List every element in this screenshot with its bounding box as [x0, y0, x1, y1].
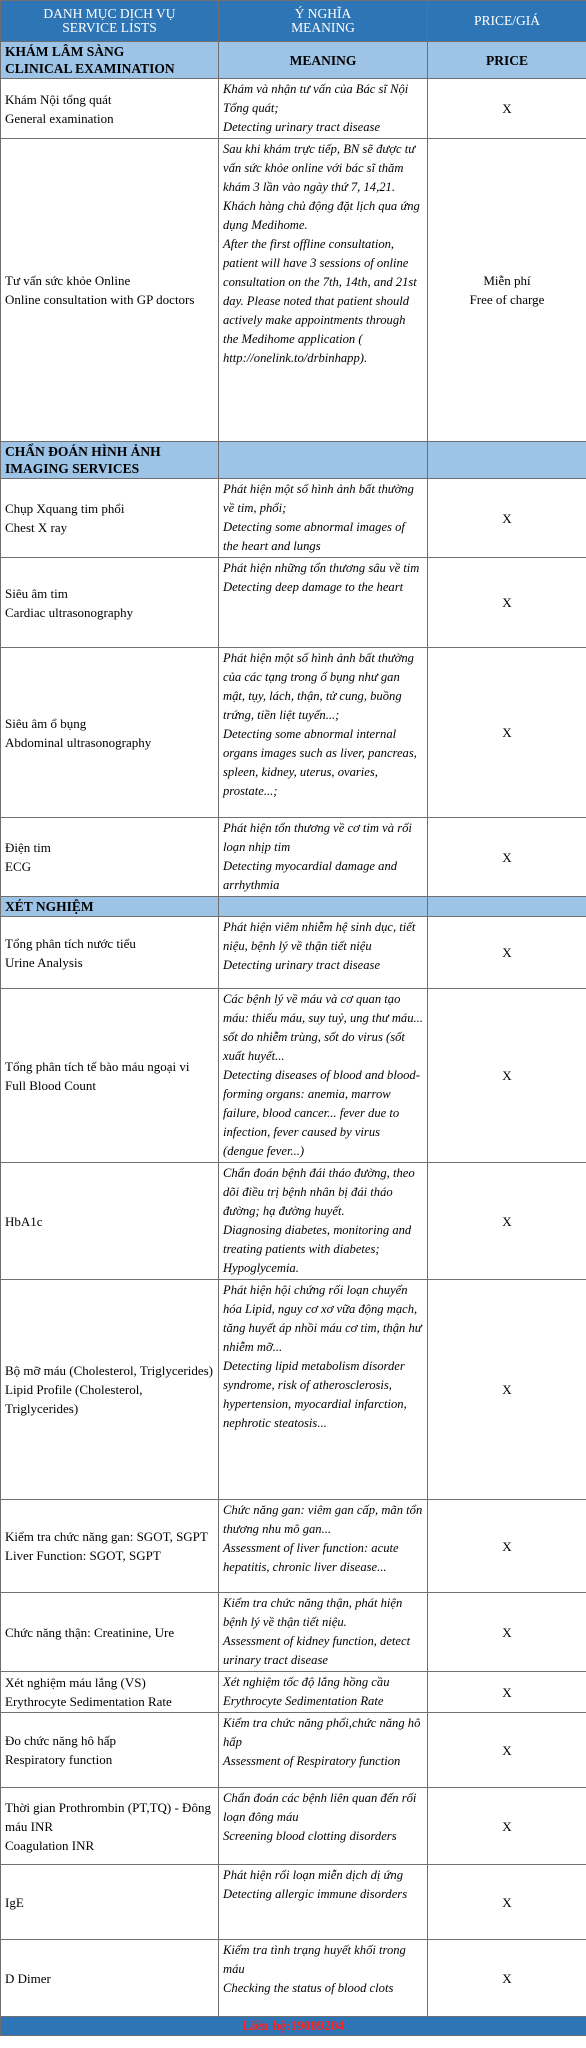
header-service-list-vi: DANH MỤC DỊCH VỤ — [43, 6, 176, 21]
service-price — [428, 648, 586, 818]
service-name-line: Abdominal ultrasonography — [5, 734, 152, 750]
service-meaning-line: Detecting diseases of blood and blood-forming organs: anemia, marrow failure, blood cancer... fever due to infection, fever caused by virus (dengue fever...) — [223, 1068, 420, 1158]
service-name-line: Bộ mỡ máu (Cholesterol, Triglycerides) — [5, 1363, 213, 1378]
service-name — [1, 1280, 219, 1500]
service-meaning — [219, 1163, 428, 1280]
service-price — [428, 1500, 586, 1593]
section-meaning-label — [219, 442, 428, 479]
service-row — [1, 1940, 586, 2017]
service-name-line: HbA1c — [5, 1213, 43, 1229]
service-meaning — [219, 558, 428, 648]
service-meaning-line: Assessment of Respiratory function — [223, 1754, 401, 1768]
service-name-line: Thời gian Prothrombin (PT,TQ) - Đông máu INR — [5, 1799, 211, 1834]
service-price-line: X — [502, 725, 512, 740]
service-name-line: Chụp Xquang tim phổi — [5, 501, 125, 516]
service-row — [1, 1500, 586, 1593]
service-price-line: X — [502, 1894, 512, 1910]
service-price-line: X — [502, 1624, 512, 1640]
service-price-line: X — [502, 1382, 512, 1397]
service-price-line: X — [502, 1538, 512, 1554]
service-meaning — [219, 479, 428, 558]
service-price-line: X — [502, 945, 512, 960]
service-meaning-line: Kiểm tra tình trạng huyết khối trong máu — [223, 1943, 406, 1976]
table-header-row — [1, 1, 586, 42]
service-row — [1, 79, 586, 139]
service-row — [1, 1713, 586, 1788]
section-title — [1, 897, 219, 917]
service-price — [428, 558, 586, 648]
service-name-line: Full Blood Count — [5, 1077, 97, 1093]
service-name-line: Erythrocyte Sedimentation Rate — [5, 1694, 172, 1709]
service-row — [1, 989, 586, 1163]
service-price — [428, 1163, 586, 1280]
service-name — [1, 818, 219, 897]
service-row — [1, 1280, 586, 1500]
service-name-line: Tư vấn sức khỏe Online — [5, 273, 131, 288]
service-meaning-line: Kiểm tra chức năng phổi,chức năng hô hấp — [223, 1716, 421, 1749]
service-meaning-line: Checking the status of blood clots — [223, 1981, 394, 1995]
service-row — [1, 1865, 586, 1940]
service-name-line: Online consultation with GP doctors — [5, 292, 195, 307]
header-meaning — [219, 1, 428, 42]
service-name-line: Đo chức năng hô hấp — [5, 1733, 117, 1748]
service-name-line: Lipid Profile (Cholesterol, Triglycerides) — [5, 1382, 143, 1416]
section-meaning-label: MEANING — [219, 42, 428, 79]
service-meaning — [219, 1788, 428, 1865]
table-body — [1, 42, 586, 2017]
service-meaning — [219, 79, 428, 139]
service-meaning — [219, 989, 428, 1163]
service-meaning-line: Detecting some abnormal images of the heart and lungs — [223, 520, 405, 553]
service-meaning-line: Phát hiện những tổn thương sâu về tim — [223, 561, 420, 575]
service-price-line: X — [502, 1213, 512, 1229]
service-meaning-line: Detecting myocardial damage and arrhythmia — [223, 859, 398, 892]
service-name-line: General examination — [5, 110, 114, 126]
service-price — [428, 139, 586, 442]
service-name-line: Siêu âm tim — [5, 585, 68, 601]
service-meaning — [219, 818, 428, 897]
service-meaning-line: Chẩn đoán bệnh đái tháo đường, theo dõi điều trị bệnh nhân bị đái tháo đường; hạ đường huyết. — [223, 1166, 415, 1218]
section-price-label — [428, 897, 586, 917]
service-name-line: Urine Analysis — [5, 954, 83, 970]
service-name-line: IgE — [5, 1894, 24, 1910]
header-price — [428, 1, 586, 42]
service-name-line: Liver Function: SGOT, SGPT — [5, 1548, 161, 1563]
service-meaning-line: Screening blood clotting disorders — [223, 1829, 397, 1843]
service-price-line: X — [502, 1068, 512, 1083]
header-price-label: PRICE/GIÁ — [473, 13, 540, 28]
service-name — [1, 1163, 219, 1280]
section-title-line: KHÁM LÂM SÀNG — [5, 44, 125, 59]
service-meaning — [219, 648, 428, 818]
service-price-line: X — [502, 1818, 512, 1834]
service-row — [1, 558, 586, 648]
service-name — [1, 1593, 219, 1672]
service-row — [1, 917, 586, 989]
service-name — [1, 1713, 219, 1788]
service-meaning — [219, 1713, 428, 1788]
section-title-line: CHẨN ĐOÁN HÌNH ẢNH — [5, 444, 161, 459]
service-price — [428, 479, 586, 558]
service-price — [428, 818, 586, 897]
service-meaning-line: Detecting some abnormal internal organs images such as liver, pancreas, spleen, kidney, uterus, ovaries, prostate...; — [223, 727, 417, 798]
service-name-line: Tổng phân tích tế bào máu ngoại vi — [5, 1058, 190, 1074]
service-price-line: X — [502, 1742, 512, 1758]
service-meaning-line: Detecting urinary tract disease — [223, 120, 381, 134]
service-meaning-line: Diagnosing diabetes, monitoring and treating patients with diabetes; Hypoglycemia. — [223, 1223, 412, 1275]
service-meaning — [219, 139, 428, 442]
service-name-line: Tổng phân tích nước tiểu — [5, 935, 136, 951]
service-meaning-line: Phát hiện một số hình ảnh bất thường của các tạng trong ổ bụng như gan mật, tụy, lách, thận, tử cung, buồng trứng, tiền liệt tuyến...; — [223, 651, 414, 722]
service-price — [428, 917, 586, 989]
service-name-line: Coagulation INR — [5, 1837, 95, 1853]
service-name-line: Xét nghiệm máu lắng (VS) — [5, 1675, 146, 1690]
service-name-line: ECG — [5, 859, 31, 874]
service-meaning — [219, 1593, 428, 1672]
service-name-line: Điện tim — [5, 840, 51, 855]
service-meaning-line: Phát hiện một số hình ảnh bất thường về tim, phổi; — [223, 482, 414, 515]
service-price — [428, 1713, 586, 1788]
contact-hotline[interactable]: Liên hệ:19009204 — [1, 2017, 586, 2036]
service-meaning-line: Khám và nhận tư vấn của Bác sĩ Nội Tổng quát; — [223, 82, 409, 115]
section-title-line: CLINICAL EXAMINATION — [5, 61, 175, 76]
service-price — [428, 1788, 586, 1865]
service-meaning-line: Sau khi khám trực tiếp, BN sẽ được tư vấn sức khỏe online với bác sĩ thăm khám 3 lần vào ngày thứ 7, 14,21. Khách hàng chủ động đặt lịch qua ứng dụng Medihome. — [223, 142, 420, 232]
service-name-line: Chest X ray — [5, 520, 68, 535]
header-meaning-en: MEANING — [291, 20, 355, 35]
service-row — [1, 1672, 586, 1713]
service-price-line: X — [502, 101, 512, 116]
service-meaning — [219, 1280, 428, 1500]
service-meaning-line: Xét nghiệm tốc độ lắng hồng cầu — [223, 1675, 390, 1689]
service-name — [1, 558, 219, 648]
service-price-line: X — [502, 595, 512, 610]
service-name — [1, 917, 219, 989]
service-row — [1, 818, 586, 897]
service-meaning — [219, 1940, 428, 2017]
service-name — [1, 1865, 219, 1940]
service-price — [428, 1593, 586, 1672]
service-price — [428, 989, 586, 1163]
service-price-line: Free of charge — [469, 292, 545, 307]
service-price-line: Miễn phí — [483, 273, 531, 288]
service-meaning-line: Phát hiện tổn thương về cơ tim và rối loạn nhịp tim — [223, 821, 412, 854]
header-meaning-vi: Ý NGHĨA — [294, 6, 352, 21]
service-price — [428, 1940, 586, 2017]
section-title — [1, 42, 219, 79]
service-meaning-line: Kiểm tra chức năng thận, phát hiện bệnh lý về thận tiết niệu. — [223, 1596, 403, 1629]
service-meaning-line: After the first offline consultation, patient will have 3 sessions of online consultation on the 7th, 14th, and 21st day. Please noted that patient should actively make appointments through the Medihome application ( http://onelink.to/drbinhapp). — [223, 237, 417, 365]
service-price-line: X — [502, 1684, 512, 1700]
section-row — [1, 897, 586, 917]
service-name — [1, 79, 219, 139]
service-meaning — [219, 1865, 428, 1940]
section-price-label — [428, 442, 586, 479]
service-name — [1, 1672, 219, 1713]
service-name-line: Siêu âm ổ bụng — [5, 715, 87, 731]
header-service-list — [1, 1, 219, 42]
service-name-line: Chức năng thận: Creatinine, Ure — [5, 1624, 175, 1640]
service-meaning-line: Phát hiện viêm nhiễm hệ sinh dục, tiết niệu, bệnh lý về thận tiết niệu — [223, 920, 416, 953]
service-row — [1, 139, 586, 442]
service-name — [1, 1500, 219, 1593]
service-meaning-line: Erythrocyte Sedimentation Rate — [223, 1694, 384, 1708]
section-price-label: PRICE — [428, 42, 586, 79]
service-meaning-line: Detecting urinary tract disease — [223, 958, 381, 972]
service-price-line: X — [502, 510, 512, 526]
service-meaning-line: Detecting lipid metabolism disorder syndrome, risk of atherosclerosis, hypertension, myocardial infarction, nephrotic steatosis... — [223, 1359, 407, 1430]
service-meaning — [219, 1500, 428, 1593]
service-row — [1, 648, 586, 818]
service-meaning-line: Phát hiện hội chứng rối loạn chuyển hóa Lipid, nguy cơ xơ vữa động mạch, tăng huyết áp nhồi máu cơ tim, thận hư nhiễm mỡ... — [223, 1283, 422, 1354]
header-service-list-en: SERVICE LISTS — [62, 20, 157, 35]
service-price-line: X — [502, 1970, 512, 1986]
service-name-line: Respiratory function — [5, 1752, 113, 1767]
service-meaning-line: Phát hiện rối loạn miễn dịch dị ứng — [223, 1868, 404, 1882]
service-name-line: D Dimer — [5, 1970, 51, 1986]
section-title-line: IMAGING SERVICES — [5, 461, 140, 476]
service-row — [1, 1788, 586, 1865]
service-name — [1, 139, 219, 442]
section-row — [1, 42, 586, 79]
service-name — [1, 648, 219, 818]
service-name — [1, 1788, 219, 1865]
service-meaning-line: Chẩn đoán các bệnh liên quan đến rối loạn đông máu — [223, 1791, 417, 1824]
section-row — [1, 442, 586, 479]
service-name — [1, 1940, 219, 2017]
section-title-line: XÉT NGHIỆM — [5, 899, 94, 914]
service-meaning — [219, 1672, 428, 1713]
section-title — [1, 442, 219, 479]
service-price — [428, 1280, 586, 1500]
service-meaning-line: Detecting allergic immune disorders — [223, 1887, 408, 1901]
service-meaning-line: Detecting deep damage to the heart — [223, 580, 404, 594]
service-meaning-line: Các bệnh lý về máu và cơ quan tạo máu: thiếu máu, suy tuỷ, ung thư máu... sốt do nhiễm trùng, sốt do virus (sốt xuất huyết... — [223, 992, 423, 1063]
service-row — [1, 1163, 586, 1280]
service-row — [1, 1593, 586, 1672]
service-meaning-line: Assessment of kidney function, detect urinary tract disease — [223, 1634, 411, 1667]
service-name-line: Khám Nội tổng quát — [5, 91, 112, 107]
service-name — [1, 989, 219, 1163]
service-price-line: X — [502, 849, 512, 865]
service-meaning-line: Assessment of liver function: acute hepatitis, chronic liver disease... — [223, 1541, 399, 1574]
service-name-line: Cardiac ultrasonography — [5, 604, 134, 620]
section-meaning-label — [219, 897, 428, 917]
service-name-line: Kiểm tra chức năng gan: SGOT, SGPT — [5, 1529, 208, 1544]
service-price — [428, 79, 586, 139]
footer-row — [1, 2017, 586, 2036]
service-row — [1, 479, 586, 558]
service-meaning-line: Chức năng gan: viêm gan cấp, mãn tổn thương nhu mô gan... — [223, 1503, 423, 1536]
service-price — [428, 1865, 586, 1940]
service-meaning — [219, 917, 428, 989]
service-price — [428, 1672, 586, 1713]
service-name — [1, 479, 219, 558]
